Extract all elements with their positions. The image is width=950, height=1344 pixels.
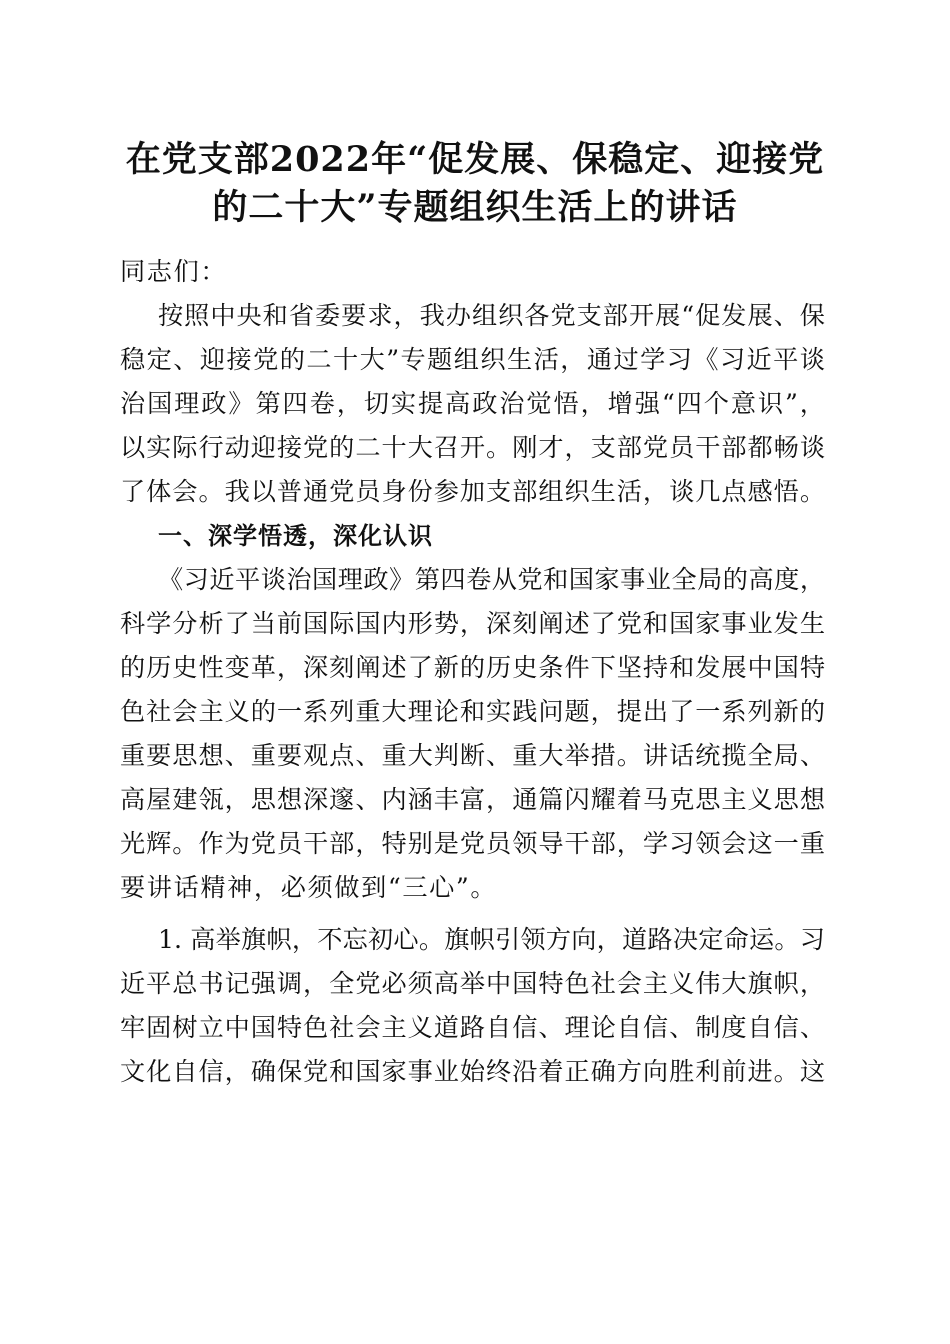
- section-paragraph: [120, 558, 825, 910]
- section-line: 光辉。作为党员干部，特别是党员领导干部，学习领会这一重: [120, 829, 825, 858]
- salutation: 同志们：: [120, 257, 228, 286]
- section-line: 高屋建瓴，思想深邃、内涵丰富，通篇闪耀着马克思主义思想: [120, 785, 825, 814]
- section-line: 要讲话精神，必须做到“三心”。: [120, 873, 498, 902]
- point-line: 牢固树立中国特色社会主义道路自信、理论自信、制度自信、: [120, 1013, 825, 1042]
- intro-line: 以实际行动迎接党的二十大召开。刚才，支部党员干部都畅谈: [120, 433, 825, 462]
- section-line: 重要思想、重要观点、重大判断、重大举措。讲话统揽全局、: [120, 741, 825, 770]
- intro-line: 按照中央和省委要求，我办组织各党支部开展“促发展、保: [158, 301, 825, 330]
- section-heading: 一、深学悟透，深化认识: [158, 522, 433, 550]
- section-line: 色社会主义的一系列重大理论和实践问题，提出了一系列新的: [120, 697, 825, 726]
- section-line: 《习近平谈治国理政》第四卷从党和国家事业全局的高度，: [158, 565, 825, 594]
- intro-line: 了体会。我以普通党员身份参加支部组织生活，谈几点感悟。: [120, 477, 825, 506]
- document-title: [110, 136, 840, 232]
- point-line: 1. 高举旗帜，不忘初心。旗帜引领方向，道路决定命运。习: [158, 925, 825, 954]
- document-body: [120, 250, 825, 1094]
- point-line: 近平总书记强调，全党必须高举中国特色社会主义伟大旗帜，: [120, 969, 825, 998]
- intro-paragraph: [120, 294, 825, 514]
- point-line: 文化自信，确保党和国家事业始终沿着正确方向胜利前进。这: [120, 1057, 825, 1086]
- intro-line: 治国理政》第四卷，切实提高政治觉悟，增强“四个意识”，: [120, 389, 825, 418]
- section-line: 的历史性变革，深刻阐述了新的历史条件下坚持和发展中国特: [120, 653, 825, 682]
- point-paragraph: [120, 918, 825, 1094]
- title-line-2: 的二十大”专题组织生活上的讲话: [212, 187, 738, 228]
- section-line: 科学分析了当前国际国内形势，深刻阐述了党和国家事业发生: [120, 609, 825, 638]
- title-line-1: 在党支部2022年“促发展、保稳定、迎接党: [125, 139, 825, 180]
- intro-line: 稳定、迎接党的二十大”专题组织生活，通过学习《习近平谈: [120, 345, 825, 374]
